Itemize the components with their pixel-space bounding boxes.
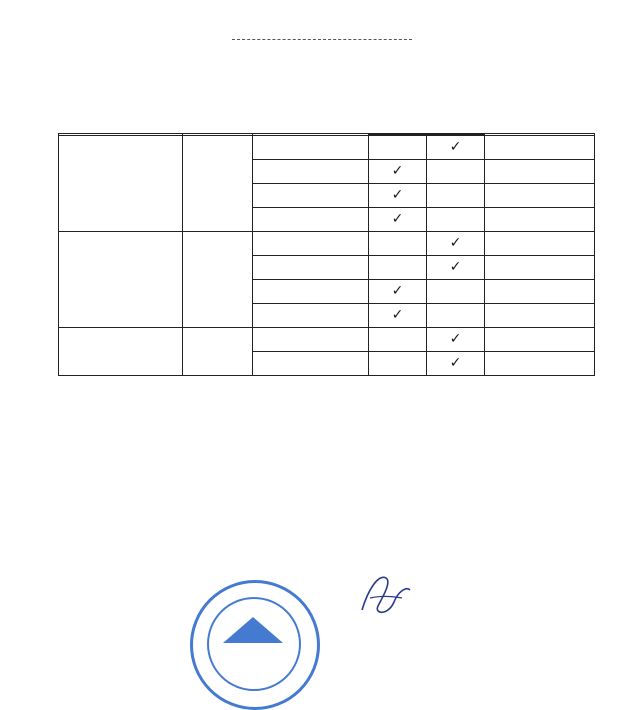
remark-cell: [485, 136, 595, 160]
table-row: [59, 328, 595, 352]
member-number-cell: [183, 136, 253, 232]
has-auth-cell: [369, 328, 427, 352]
remark-cell: [485, 304, 595, 328]
has-auth-cell: ✓: [369, 208, 427, 232]
no-auth-cell: ✓: [427, 352, 485, 376]
heir-name-cell: [253, 352, 369, 376]
cooperative-seal: [190, 580, 320, 710]
no-auth-cell: [427, 304, 485, 328]
seal-inner-ring: [207, 597, 301, 691]
remark-cell: [485, 328, 595, 352]
subject-divider: [232, 39, 412, 40]
member-number-cell: [183, 232, 253, 328]
has-auth-cell: [369, 136, 427, 160]
heir-name-cell: [253, 328, 369, 352]
heir-name-cell: [253, 136, 369, 160]
member-name-cell: [59, 136, 183, 232]
remark-cell: [485, 208, 595, 232]
remark-cell: [485, 280, 595, 304]
member-name-cell: [59, 328, 183, 376]
remark-cell: [485, 256, 595, 280]
heir-name-cell: [253, 280, 369, 304]
no-auth-cell: [427, 280, 485, 304]
no-auth-cell: [427, 184, 485, 208]
subject-line: [148, 12, 154, 24]
has-auth-cell: [369, 256, 427, 280]
has-auth-cell: ✓: [369, 280, 427, 304]
has-auth-cell: [369, 352, 427, 376]
table-row: [59, 136, 595, 160]
no-auth-cell: ✓: [427, 232, 485, 256]
announcement-date-line: [148, 573, 180, 585]
heirs-table: [58, 133, 595, 376]
no-auth-cell: ✓: [427, 256, 485, 280]
no-auth-cell: ✓: [427, 328, 485, 352]
heir-name-cell: [253, 184, 369, 208]
heir-name-cell: [253, 256, 369, 280]
has-auth-cell: [369, 232, 427, 256]
seal-mountain-icon: [223, 617, 283, 643]
no-auth-cell: ✓: [427, 136, 485, 160]
heirs-table-body: [59, 136, 595, 376]
has-auth-cell: ✓: [369, 160, 427, 184]
heir-name-cell: [253, 232, 369, 256]
member-name-cell: [59, 232, 183, 328]
no-auth-cell: [427, 208, 485, 232]
heir-name-cell: [253, 304, 369, 328]
remark-cell: [485, 160, 595, 184]
remark-cell: [485, 184, 595, 208]
has-auth-cell: ✓: [369, 184, 427, 208]
no-auth-cell: [427, 160, 485, 184]
member-number-cell: [183, 328, 253, 376]
table-row: [59, 232, 595, 256]
heir-name-cell: [253, 208, 369, 232]
has-auth-cell: ✓: [369, 304, 427, 328]
heir-name-cell: [253, 160, 369, 184]
handwritten-signature: [348, 568, 418, 624]
remark-cell: [485, 352, 595, 376]
remark-cell: [485, 232, 595, 256]
